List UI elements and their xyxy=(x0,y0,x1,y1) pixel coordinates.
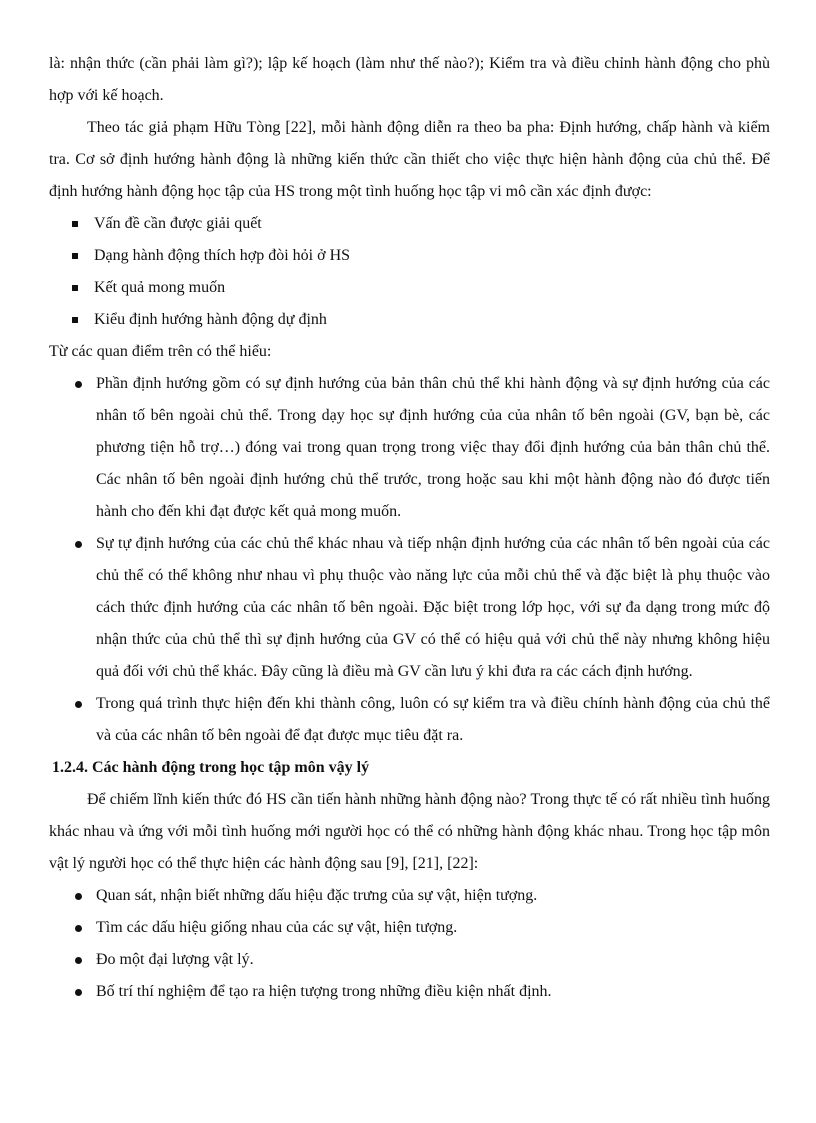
round-bullet-icon xyxy=(75,957,82,964)
list-item xyxy=(49,208,770,240)
physics-actions-list xyxy=(49,880,770,1008)
document-page xyxy=(49,48,770,1008)
paragraph-three-phases: Theo tác giả phạm Hữu Tòng [22], mỗi hành động diễn ra theo ba pha: Định hướng, chấp hành và kiểm tra. Cơ sở định hướng hành động là những kiến thức cần thiết cho việc thực hiện hành động của chủ thể. Để định hướng hành động học tập của HS trong một tình huống học tập vi mô cần xác định được: xyxy=(49,119,770,200)
list-item xyxy=(49,880,770,912)
square-bullet-icon xyxy=(72,221,78,227)
round-bullet-icon xyxy=(75,989,82,996)
list-item-text: Kết quả mong muốn xyxy=(94,279,226,296)
list-item xyxy=(49,304,770,336)
list-item xyxy=(49,976,770,1008)
round-bullet-icon xyxy=(75,541,82,548)
list-item-text: Dạng hành động thích hợp đòi hỏi ở HS xyxy=(94,247,351,264)
list-item xyxy=(49,912,770,944)
list-item-text: Quan sát, nhận biết những dấu hiệu đặc trưng của sự vật, hiện tượng. xyxy=(96,887,538,904)
round-bullet-icon xyxy=(75,701,82,708)
section-heading: 1.2.4. Các hành động trong học tập môn vậy lý xyxy=(52,759,370,776)
list-item xyxy=(49,528,770,688)
list-item-text: Vấn đề cần được giải quết xyxy=(94,215,262,232)
list-item-text: Tìm các dấu hiệu giống nhau của các sự vật, hiện tượng. xyxy=(96,919,458,936)
list-item xyxy=(49,240,770,272)
square-bullet-icon xyxy=(72,285,78,291)
list-item-text: Kiểu định hướng hành động dự định xyxy=(94,311,327,328)
round-bullet-icon xyxy=(75,925,82,932)
orientation-requirements-list xyxy=(49,208,770,336)
round-bullet-icon xyxy=(75,893,82,900)
list-item-text: Bố trí thí nghiệm để tạo ra hiện tượng trong những điều kiện nhất định. xyxy=(96,983,552,1000)
list-item-text: Trong quá trình thực hiện đến khi thành công, luôn có sự kiểm tra và điều chính hành động của chủ thể và của các nhân tố bên ngoài để đạt được mục tiêu đặt ra. xyxy=(96,695,770,744)
round-bullet-icon xyxy=(75,381,82,388)
viewpoints-list xyxy=(49,368,770,752)
list-item xyxy=(49,272,770,304)
square-bullet-icon xyxy=(72,253,78,259)
square-bullet-icon xyxy=(72,317,78,323)
paragraph-viewpoints-intro: Từ các quan điểm trên có thể hiểu: xyxy=(49,343,272,360)
list-item xyxy=(49,944,770,976)
list-item-text: Phần định hướng gồm có sự định hướng của bản thân chủ thể khi hành động và sự định hướng của các nhân tố bên ngoài chủ thể. Trong dạy học sự định hướng của của nhân tố bên ngoài (GV, bạn bè, các phương tiện hỗ trợ…) đóng vai trong quan trọng trong việc thay đổi định hướng của bản thân chủ thể. Các nhân tố bên ngoài định hướng chủ thể trước, trong hoặc sau khi một hành động nào đó được tiến hành cho đến khi đạt được kết quả mong muốn. xyxy=(96,375,770,520)
list-item xyxy=(49,688,770,752)
paragraph-actions-intro: Để chiếm lĩnh kiến thức đó HS cần tiến hành những hành động nào? Trong thực tế có rất nhiều tình huống khác nhau và ứng với mỗi tình huống mới người học có thể có những hành động khác nhau. Trong học tập môn vật lý người học có thể thực hiện các hành động sau [9], [21], [22]: xyxy=(49,791,770,872)
list-item-text: Đo một đại lượng vật lý. xyxy=(96,951,254,968)
list-item-text: Sự tự định hướng của các chủ thể khác nhau và tiếp nhận định hướng của các nhân tố bên ngoài của các chủ thể có thể không như nhau vì phụ thuộc vào năng lực của mỗi chủ thể và đặc biệt là phụ thuộc vào cách thức định hướng của các nhân tố bên ngoài. Đặc biệt trong lớp học, với sự đa dạng trong mức độ nhận thức của chủ thể thì sự định hướng của GV có thể có hiệu quả với chủ thể này nhưng không hiệu quả đối với chủ thể khác. Đây cũng là điều mà GV cần lưu ý khi đưa ra các cách định hướng. xyxy=(96,535,770,680)
list-item xyxy=(49,368,770,528)
paragraph-continuation: là: nhận thức (cần phải làm gì?); lập kế hoạch (làm như thế nào?); Kiểm tra và điều chỉnh hành động cho phù hợp với kế hoạch. xyxy=(49,55,770,104)
